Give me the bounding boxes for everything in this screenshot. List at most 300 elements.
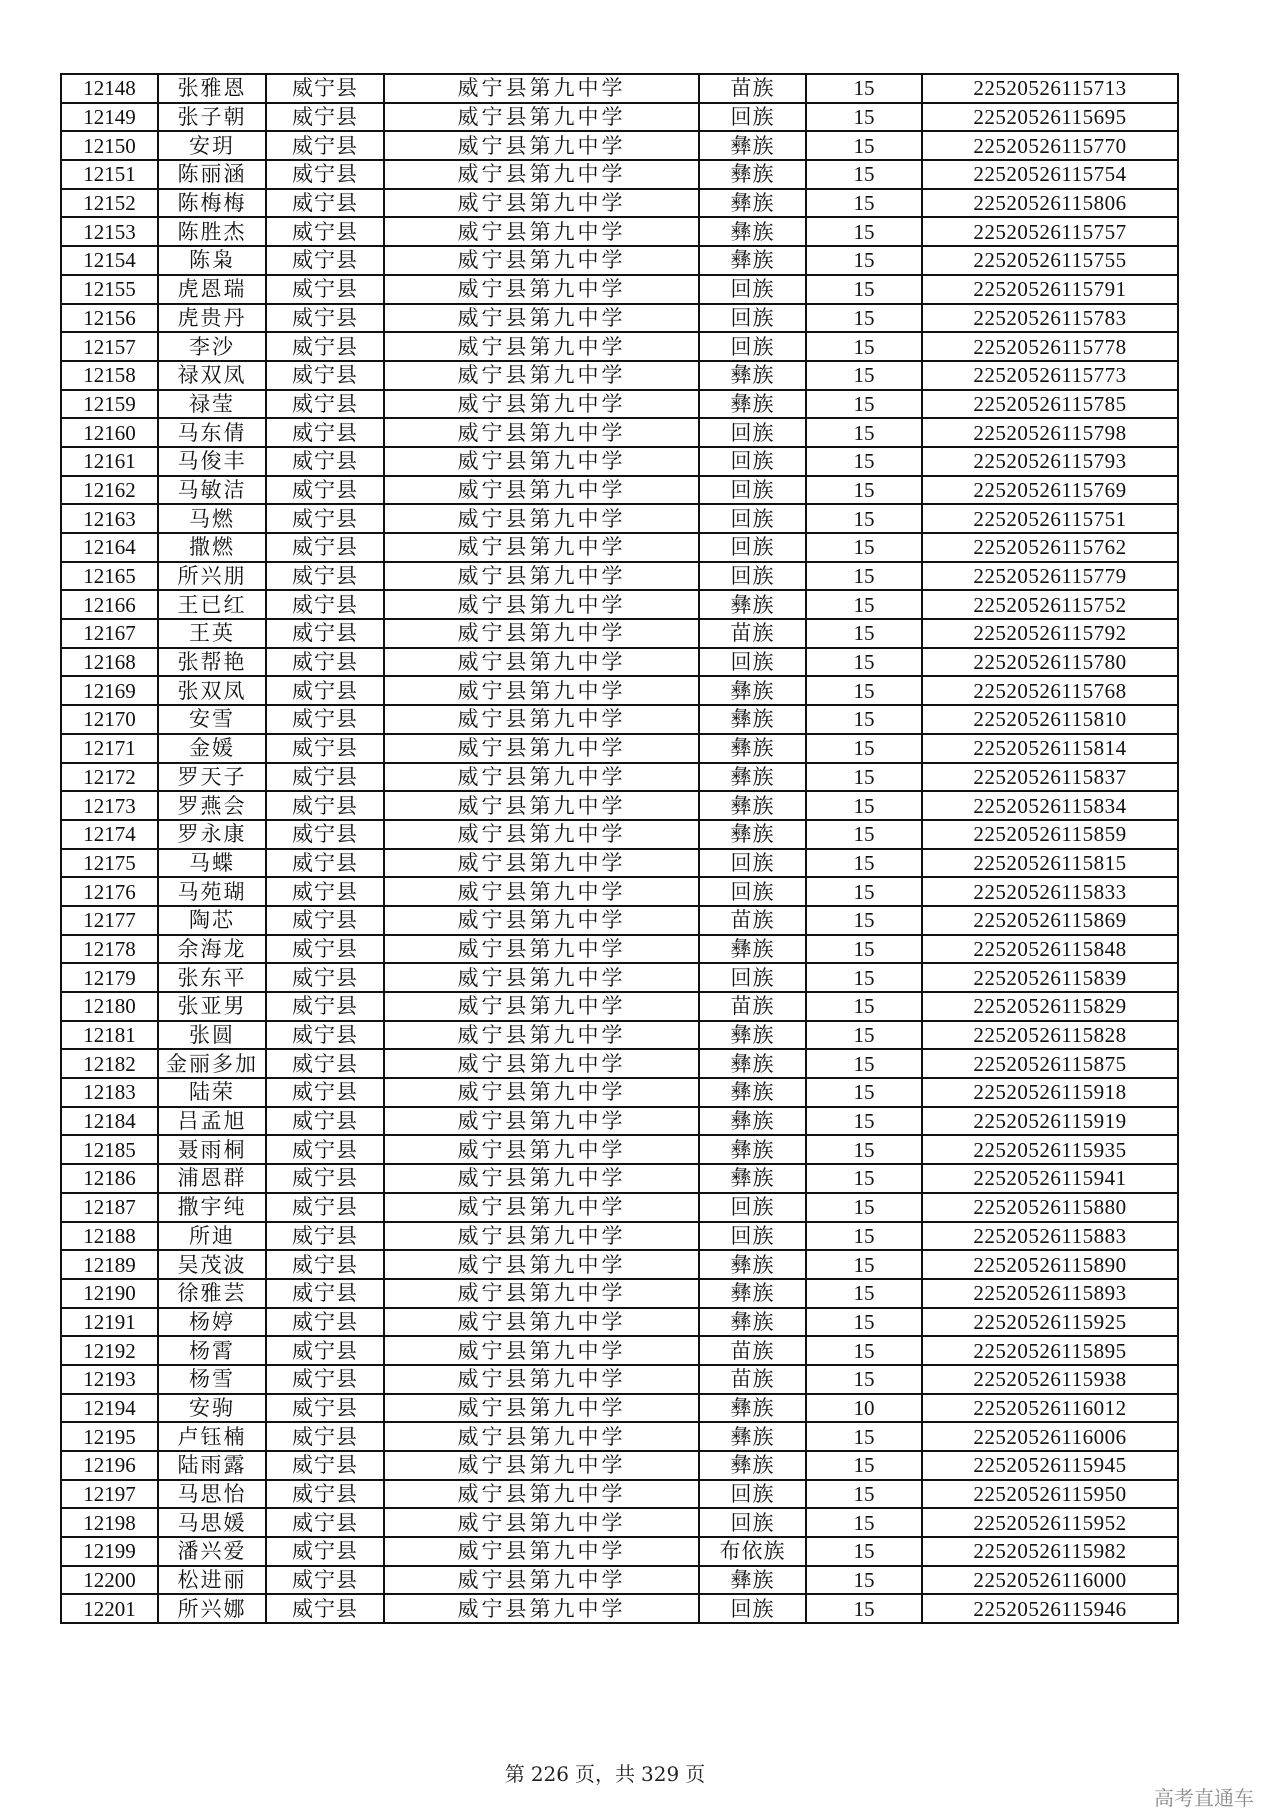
row-number-cell: 12167: [61, 619, 158, 648]
table-row: [61, 1250, 1178, 1279]
school-cell: 威宁县第九中学: [384, 1336, 699, 1365]
points-cell: 15: [806, 447, 922, 476]
table-row: [61, 103, 1178, 132]
table-row: [61, 361, 1178, 390]
student-name-cell: 金媛: [158, 734, 266, 763]
table-row: [61, 447, 1178, 476]
row-number-cell: 12166: [61, 590, 158, 619]
row-number-cell: 12154: [61, 246, 158, 275]
exam-id-cell: 22520526115751: [922, 504, 1178, 533]
exam-id-cell: 22520526115875: [922, 1049, 1178, 1078]
school-cell: 威宁县第九中学: [384, 189, 699, 218]
points-cell: 15: [806, 562, 922, 591]
ethnicity-cell: 彝族: [699, 1078, 806, 1107]
county-cell: 威宁县: [266, 676, 384, 705]
county-cell: 威宁县: [266, 1049, 384, 1078]
ethnicity-cell: 回族: [699, 304, 806, 333]
row-number-cell: 12190: [61, 1279, 158, 1308]
county-cell: 威宁县: [266, 963, 384, 992]
student-name-cell: 禄莹: [158, 390, 266, 419]
student-name-cell: 陆荣: [158, 1078, 266, 1107]
row-number-cell: 12156: [61, 304, 158, 333]
exam-id-cell: 22520526115938: [922, 1365, 1178, 1394]
county-cell: 威宁县: [266, 562, 384, 591]
table-row: [61, 619, 1178, 648]
ethnicity-cell: 彝族: [699, 189, 806, 218]
school-cell: 威宁县第九中学: [384, 992, 699, 1021]
ethnicity-cell: 回族: [699, 1594, 806, 1623]
student-name-cell: 陈枭: [158, 246, 266, 275]
table-row: [61, 1222, 1178, 1251]
ethnicity-cell: 回族: [699, 849, 806, 878]
student-name-cell: 安玥: [158, 131, 266, 160]
student-name-cell: 吴茂波: [158, 1250, 266, 1279]
student-name-cell: 张帮艳: [158, 648, 266, 677]
school-cell: 威宁县第九中学: [384, 332, 699, 361]
table-row: [61, 1480, 1178, 1509]
school-cell: 威宁县第九中学: [384, 160, 699, 189]
student-name-cell: 张子朝: [158, 103, 266, 132]
student-name-cell: 马燃: [158, 504, 266, 533]
points-cell: 15: [806, 1451, 922, 1480]
row-number-cell: 12152: [61, 189, 158, 218]
county-cell: 威宁县: [266, 1422, 384, 1451]
county-cell: 威宁县: [266, 390, 384, 419]
student-name-cell: 虎贵丹: [158, 304, 266, 333]
county-cell: 威宁县: [266, 1279, 384, 1308]
ethnicity-cell: 彝族: [699, 1164, 806, 1193]
school-cell: 威宁县第九中学: [384, 1279, 699, 1308]
student-name-cell: 张东平: [158, 963, 266, 992]
school-cell: 威宁县第九中学: [384, 734, 699, 763]
table-row: [61, 160, 1178, 189]
student-name-cell: 所兴朋: [158, 562, 266, 591]
row-number-cell: 12149: [61, 103, 158, 132]
row-number-cell: 12184: [61, 1107, 158, 1136]
student-name-cell: 陆雨露: [158, 1451, 266, 1480]
county-cell: 威宁县: [266, 791, 384, 820]
points-cell: 15: [806, 1107, 922, 1136]
ethnicity-cell: 布依族: [699, 1537, 806, 1566]
student-name-cell: 李沙: [158, 332, 266, 361]
county-cell: 威宁县: [266, 820, 384, 849]
ethnicity-cell: 苗族: [699, 74, 806, 103]
exam-id-cell: 22520526115773: [922, 361, 1178, 390]
exam-id-cell: 22520526115780: [922, 648, 1178, 677]
points-cell: 15: [806, 1222, 922, 1251]
student-name-cell: 马蝶: [158, 849, 266, 878]
school-cell: 威宁县第九中学: [384, 476, 699, 505]
ethnicity-cell: 回族: [699, 877, 806, 906]
school-cell: 威宁县第九中学: [384, 1222, 699, 1251]
points-cell: 15: [806, 1049, 922, 1078]
exam-id-cell: 22520526115859: [922, 820, 1178, 849]
school-cell: 威宁县第九中学: [384, 390, 699, 419]
student-name-cell: 张圆: [158, 1021, 266, 1050]
exam-id-cell: 22520526115757: [922, 217, 1178, 246]
points-cell: 15: [806, 1078, 922, 1107]
row-number-cell: 12180: [61, 992, 158, 1021]
table-row: [61, 849, 1178, 878]
county-cell: 威宁县: [266, 1336, 384, 1365]
exam-id-cell: 22520526115837: [922, 763, 1178, 792]
school-cell: 威宁县第九中学: [384, 1164, 699, 1193]
table-row: [61, 246, 1178, 275]
table-row: [61, 1279, 1178, 1308]
points-cell: 15: [806, 1594, 922, 1623]
student-name-cell: 马思怡: [158, 1480, 266, 1509]
exam-id-cell: 22520526115815: [922, 849, 1178, 878]
exam-id-cell: 22520526115713: [922, 74, 1178, 103]
student-name-cell: 撒宇纯: [158, 1193, 266, 1222]
school-cell: 威宁县第九中学: [384, 1107, 699, 1136]
student-name-cell: 虎恩瑞: [158, 275, 266, 304]
exam-id-cell: 22520526115918: [922, 1078, 1178, 1107]
school-cell: 威宁县第九中学: [384, 246, 699, 275]
points-cell: 15: [806, 906, 922, 935]
table-row: [61, 648, 1178, 677]
table-row: [61, 705, 1178, 734]
county-cell: 威宁县: [266, 275, 384, 304]
points-cell: 15: [806, 476, 922, 505]
row-number-cell: 12162: [61, 476, 158, 505]
county-cell: 威宁县: [266, 1193, 384, 1222]
table-row: [61, 1508, 1178, 1537]
school-cell: 威宁县第九中学: [384, 131, 699, 160]
student-name-cell: 吕孟旭: [158, 1107, 266, 1136]
county-cell: 威宁县: [266, 1164, 384, 1193]
school-cell: 威宁县第九中学: [384, 1537, 699, 1566]
county-cell: 威宁县: [266, 304, 384, 333]
ethnicity-cell: 彝族: [699, 390, 806, 419]
county-cell: 威宁县: [266, 590, 384, 619]
ethnicity-cell: 彝族: [699, 131, 806, 160]
county-cell: 威宁县: [266, 1078, 384, 1107]
exam-id-cell: 22520526115895: [922, 1336, 1178, 1365]
exam-id-cell: 22520526115890: [922, 1250, 1178, 1279]
school-cell: 威宁县第九中学: [384, 562, 699, 591]
exam-id-cell: 22520526115769: [922, 476, 1178, 505]
points-cell: 15: [806, 304, 922, 333]
points-cell: 15: [806, 1279, 922, 1308]
points-cell: 15: [806, 849, 922, 878]
ethnicity-cell: 回族: [699, 332, 806, 361]
points-cell: 15: [806, 877, 922, 906]
exam-id-cell: 22520526115869: [922, 906, 1178, 935]
student-name-cell: 禄双凤: [158, 361, 266, 390]
exam-id-cell: 22520526115695: [922, 103, 1178, 132]
exam-id-cell: 22520526116006: [922, 1422, 1178, 1451]
school-cell: 威宁县第九中学: [384, 906, 699, 935]
row-number-cell: 12198: [61, 1508, 158, 1537]
table-row: [61, 533, 1178, 562]
school-cell: 威宁县第九中学: [384, 619, 699, 648]
points-cell: 15: [806, 361, 922, 390]
row-number-cell: 12178: [61, 935, 158, 964]
student-name-cell: 马俊丰: [158, 447, 266, 476]
exam-id-cell: 22520526115848: [922, 935, 1178, 964]
school-cell: 威宁县第九中学: [384, 217, 699, 246]
county-cell: 威宁县: [266, 877, 384, 906]
table-row: [61, 1193, 1178, 1222]
points-cell: 15: [806, 992, 922, 1021]
row-number-cell: 12187: [61, 1193, 158, 1222]
county-cell: 威宁县: [266, 1594, 384, 1623]
school-cell: 威宁县第九中学: [384, 447, 699, 476]
student-name-cell: 马苑瑚: [158, 877, 266, 906]
school-cell: 威宁县第九中学: [384, 504, 699, 533]
row-number-cell: 12164: [61, 533, 158, 562]
table-row: [61, 877, 1178, 906]
school-cell: 威宁县第九中学: [384, 74, 699, 103]
school-cell: 威宁县第九中学: [384, 1480, 699, 1509]
row-number-cell: 12170: [61, 705, 158, 734]
roster-body: [61, 74, 1178, 1623]
ethnicity-cell: 彝族: [699, 1135, 806, 1164]
ethnicity-cell: 彝族: [699, 734, 806, 763]
total-pages-number: 329: [641, 1762, 680, 1786]
student-name-cell: 张雅恩: [158, 74, 266, 103]
table-row: [61, 676, 1178, 705]
ethnicity-cell: 回族: [699, 562, 806, 591]
exam-id-cell: 22520526115829: [922, 992, 1178, 1021]
exam-id-cell: 22520526115839: [922, 963, 1178, 992]
table-row: [61, 1365, 1178, 1394]
row-number-cell: 12200: [61, 1566, 158, 1595]
student-name-cell: 松进丽: [158, 1566, 266, 1595]
student-name-cell: 张双凤: [158, 676, 266, 705]
county-cell: 威宁县: [266, 1021, 384, 1050]
table-row: [61, 1049, 1178, 1078]
points-cell: 15: [806, 131, 922, 160]
table-row: [61, 476, 1178, 505]
ethnicity-cell: 彝族: [699, 820, 806, 849]
school-cell: 威宁县第九中学: [384, 1135, 699, 1164]
roster-table: [60, 73, 1179, 1624]
ethnicity-cell: 彝族: [699, 705, 806, 734]
school-cell: 威宁县第九中学: [384, 1422, 699, 1451]
ethnicity-cell: 彝族: [699, 1107, 806, 1136]
ethnicity-cell: 苗族: [699, 906, 806, 935]
school-cell: 威宁县第九中学: [384, 1308, 699, 1337]
points-cell: 15: [806, 619, 922, 648]
ethnicity-cell: 彝族: [699, 763, 806, 792]
student-name-cell: 陈梅梅: [158, 189, 266, 218]
exam-id-cell: 22520526115779: [922, 562, 1178, 591]
county-cell: 威宁县: [266, 447, 384, 476]
school-cell: 威宁县第九中学: [384, 1250, 699, 1279]
points-cell: 15: [806, 504, 922, 533]
school-cell: 威宁县第九中学: [384, 1451, 699, 1480]
student-name-cell: 浦恩群: [158, 1164, 266, 1193]
county-cell: 威宁县: [266, 734, 384, 763]
exam-id-cell: 22520526115768: [922, 676, 1178, 705]
exam-id-cell: 22520526115752: [922, 590, 1178, 619]
points-cell: 15: [806, 533, 922, 562]
exam-id-cell: 22520526115945: [922, 1451, 1178, 1480]
student-name-cell: 马东倩: [158, 418, 266, 447]
ethnicity-cell: 回族: [699, 1222, 806, 1251]
school-cell: 威宁县第九中学: [384, 1021, 699, 1050]
exam-id-cell: 22520526115941: [922, 1164, 1178, 1193]
school-cell: 威宁县第九中学: [384, 533, 699, 562]
school-cell: 威宁县第九中学: [384, 676, 699, 705]
points-cell: 15: [806, 963, 922, 992]
table-row: [61, 763, 1178, 792]
ethnicity-cell: 彝族: [699, 1250, 806, 1279]
exam-id-cell: 22520526115770: [922, 131, 1178, 160]
school-cell: 威宁县第九中学: [384, 275, 699, 304]
points-cell: 15: [806, 791, 922, 820]
table-row: [61, 1164, 1178, 1193]
ethnicity-cell: 苗族: [699, 992, 806, 1021]
school-cell: 威宁县第九中学: [384, 1394, 699, 1423]
ethnicity-cell: 回族: [699, 533, 806, 562]
student-name-cell: 所兴娜: [158, 1594, 266, 1623]
school-cell: 威宁县第九中学: [384, 1508, 699, 1537]
ethnicity-cell: 回族: [699, 1480, 806, 1509]
ethnicity-cell: 回族: [699, 963, 806, 992]
ethnicity-cell: 彝族: [699, 935, 806, 964]
school-cell: 威宁县第九中学: [384, 1566, 699, 1595]
points-cell: 15: [806, 217, 922, 246]
row-number-cell: 12148: [61, 74, 158, 103]
row-number-cell: 12188: [61, 1222, 158, 1251]
row-number-cell: 12157: [61, 332, 158, 361]
ethnicity-cell: 回族: [699, 275, 806, 304]
row-number-cell: 12176: [61, 877, 158, 906]
ethnicity-cell: 回族: [699, 1193, 806, 1222]
ethnicity-cell: 彝族: [699, 1451, 806, 1480]
points-cell: 15: [806, 332, 922, 361]
points-cell: 15: [806, 1566, 922, 1595]
county-cell: 威宁县: [266, 533, 384, 562]
county-cell: 威宁县: [266, 332, 384, 361]
school-cell: 威宁县第九中学: [384, 705, 699, 734]
county-cell: 威宁县: [266, 906, 384, 935]
row-number-cell: 12171: [61, 734, 158, 763]
row-number-cell: 12186: [61, 1164, 158, 1193]
ethnicity-cell: 回族: [699, 418, 806, 447]
county-cell: 威宁县: [266, 1250, 384, 1279]
table-row: [61, 1394, 1178, 1423]
exam-id-cell: 22520526115883: [922, 1222, 1178, 1251]
table-row: [61, 906, 1178, 935]
row-number-cell: 12169: [61, 676, 158, 705]
table-row: [61, 734, 1178, 763]
row-number-cell: 12181: [61, 1021, 158, 1050]
exam-id-cell: 22520526115982: [922, 1537, 1178, 1566]
exam-id-cell: 22520526115950: [922, 1480, 1178, 1509]
exam-id-cell: 22520526115935: [922, 1135, 1178, 1164]
county-cell: 威宁县: [266, 246, 384, 275]
row-number-cell: 12153: [61, 217, 158, 246]
table-row: [61, 1537, 1178, 1566]
table-row: [61, 992, 1178, 1021]
row-number-cell: 12150: [61, 131, 158, 160]
county-cell: 威宁县: [266, 1451, 384, 1480]
exam-id-cell: 22520526115880: [922, 1193, 1178, 1222]
ethnicity-cell: 彝族: [699, 217, 806, 246]
ethnicity-cell: 彝族: [699, 791, 806, 820]
points-cell: 15: [806, 705, 922, 734]
points-cell: 15: [806, 1422, 922, 1451]
table-row: [61, 1308, 1178, 1337]
school-cell: 威宁县第九中学: [384, 648, 699, 677]
school-cell: 威宁县第九中学: [384, 418, 699, 447]
school-cell: 威宁县第九中学: [384, 1049, 699, 1078]
row-number-cell: 12163: [61, 504, 158, 533]
points-cell: 15: [806, 390, 922, 419]
points-cell: 15: [806, 74, 922, 103]
school-cell: 威宁县第九中学: [384, 361, 699, 390]
ethnicity-cell: 彝族: [699, 160, 806, 189]
county-cell: 威宁县: [266, 504, 384, 533]
school-cell: 威宁县第九中学: [384, 103, 699, 132]
county-cell: 威宁县: [266, 1107, 384, 1136]
row-number-cell: 12189: [61, 1250, 158, 1279]
ethnicity-cell: 苗族: [699, 1365, 806, 1394]
county-cell: 威宁县: [266, 619, 384, 648]
footer-middle: 页，共: [575, 1762, 635, 1786]
table-row: [61, 504, 1178, 533]
row-number-cell: 12161: [61, 447, 158, 476]
row-number-cell: 12179: [61, 963, 158, 992]
county-cell: 威宁县: [266, 1135, 384, 1164]
row-number-cell: 12172: [61, 763, 158, 792]
row-number-cell: 12182: [61, 1049, 158, 1078]
county-cell: 威宁县: [266, 418, 384, 447]
student-name-cell: 陈胜杰: [158, 217, 266, 246]
table-row: [61, 1107, 1178, 1136]
school-cell: 威宁县第九中学: [384, 791, 699, 820]
row-number-cell: 12159: [61, 390, 158, 419]
exam-id-cell: 22520526115814: [922, 734, 1178, 763]
table-row: [61, 1422, 1178, 1451]
table-row: [61, 332, 1178, 361]
points-cell: 15: [806, 103, 922, 132]
table-row: [61, 74, 1178, 103]
ethnicity-cell: 苗族: [699, 1336, 806, 1365]
table-row: [61, 131, 1178, 160]
points-cell: 15: [806, 1480, 922, 1509]
points-cell: 15: [806, 734, 922, 763]
points-cell: 15: [806, 1508, 922, 1537]
student-name-cell: 撒燃: [158, 533, 266, 562]
table-row: [61, 1078, 1178, 1107]
exam-id-cell: 22520526115925: [922, 1308, 1178, 1337]
ethnicity-cell: 彝族: [699, 1394, 806, 1423]
ethnicity-cell: 彝族: [699, 246, 806, 275]
row-number-cell: 12191: [61, 1308, 158, 1337]
row-number-cell: 12165: [61, 562, 158, 591]
county-cell: 威宁县: [266, 361, 384, 390]
exam-id-cell: 22520526115893: [922, 1279, 1178, 1308]
student-name-cell: 所迪: [158, 1222, 266, 1251]
school-cell: 威宁县第九中学: [384, 1365, 699, 1394]
table-row: [61, 820, 1178, 849]
county-cell: 威宁县: [266, 103, 384, 132]
exam-id-cell: 22520526115946: [922, 1594, 1178, 1623]
exam-id-cell: 22520526115755: [922, 246, 1178, 275]
exam-id-cell: 22520526115785: [922, 390, 1178, 419]
exam-id-cell: 22520526115793: [922, 447, 1178, 476]
student-name-cell: 卢钰楠: [158, 1422, 266, 1451]
watermark: 高考直通车: [1154, 1786, 1254, 1810]
ethnicity-cell: 回族: [699, 504, 806, 533]
ethnicity-cell: 回族: [699, 1508, 806, 1537]
points-cell: 15: [806, 1164, 922, 1193]
